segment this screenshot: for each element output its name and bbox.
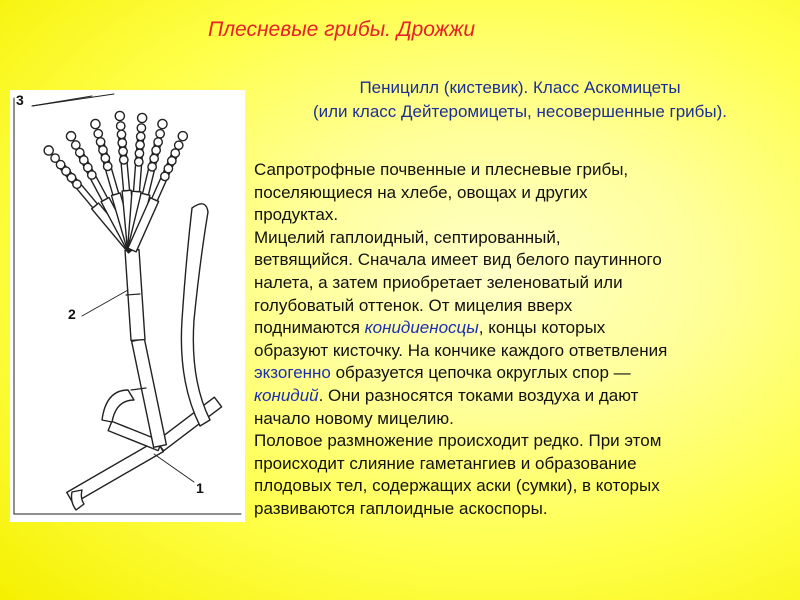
text-line: Половое размножение происходит редко. При этом xyxy=(254,431,662,451)
text-line: налета, а затем приобретает зеленоватый или xyxy=(254,272,623,292)
conidium xyxy=(156,130,164,138)
subtitle-line-1: Пеницилл (кистевик). Класс Аскомицеты xyxy=(359,78,681,97)
text-line: образуют кисточку. На кончике каждого ответвления xyxy=(254,340,668,360)
conidium xyxy=(161,172,169,180)
conidium xyxy=(117,130,125,138)
conidium xyxy=(120,156,128,164)
conidium xyxy=(158,119,167,128)
text-line xyxy=(254,317,794,340)
penicillium-illustration xyxy=(10,90,245,522)
text-line: начало новому мицелию. xyxy=(254,408,454,428)
conidium xyxy=(117,122,125,130)
term-conidia: конидий xyxy=(254,385,319,405)
aerial-hypha xyxy=(181,204,210,426)
text-segment: , концы которых xyxy=(478,318,606,338)
text-line: развиваются гаплоидные аскоспоры. xyxy=(254,498,548,518)
conidium xyxy=(119,147,127,155)
conidium xyxy=(152,146,160,154)
label-3-leader xyxy=(32,94,114,106)
conidium xyxy=(101,154,109,162)
conidium xyxy=(96,138,104,146)
conidium xyxy=(115,111,124,120)
conidium xyxy=(91,119,100,128)
conidiophore-branch xyxy=(102,390,134,422)
conidium xyxy=(137,124,145,132)
text-line xyxy=(254,385,794,408)
text-line: голубоватый оттенок. От мицелия вверх xyxy=(254,295,573,315)
conidium xyxy=(148,163,156,171)
conidium xyxy=(178,132,187,141)
conidium xyxy=(104,162,112,170)
text-line: ветвящийся. Сначала имеет вид белого паутинного xyxy=(254,250,662,270)
text-segment: образуется цепочка округлых спор — xyxy=(330,363,631,383)
description-text xyxy=(254,159,794,521)
conidium xyxy=(136,141,144,149)
text-line: поселяющиеся на хлебе, овощах и других xyxy=(254,182,588,202)
conidium xyxy=(44,146,53,155)
term-conidiophores: конидиеносцы xyxy=(364,318,479,338)
figure-label-3: 3 xyxy=(16,92,24,108)
conidium xyxy=(94,129,102,137)
mycelium-tip xyxy=(72,490,85,510)
conidium xyxy=(138,113,147,122)
text-segment: поднимаются xyxy=(254,318,365,338)
slide-subtitle xyxy=(240,76,800,124)
conidium xyxy=(150,154,158,162)
text-segment: . Они разносятся токами воздуха и дают xyxy=(318,385,639,405)
figure-label-2: 2 xyxy=(68,306,76,322)
text-line: Сапротрофные почвенные и плесневые грибы, xyxy=(254,160,629,179)
text-line: плодовых тел, содержащих аски (сумки), в которых xyxy=(254,476,660,496)
text-line: происходит слияние гаметангиев и образование xyxy=(254,453,637,473)
conidium xyxy=(137,132,145,140)
penicillium-drawing xyxy=(10,90,245,522)
text-line: Мицелий гаплоидный, септированный, xyxy=(254,227,561,247)
conidium xyxy=(154,138,162,146)
conidium xyxy=(135,158,143,166)
text-line: продуктах. xyxy=(254,205,339,225)
subtitle-line-2: (или класс Дейтеромицеты, несовершенные грибы). xyxy=(312,102,727,121)
conidium xyxy=(135,149,143,157)
conidium xyxy=(73,180,81,188)
conidium xyxy=(66,132,75,141)
figure-label-1: 1 xyxy=(196,480,204,496)
term-exogenous: экзогенно xyxy=(254,363,331,383)
label-2-leader xyxy=(82,290,128,316)
label-1-leader xyxy=(154,454,194,482)
conidium xyxy=(99,146,107,154)
conidium xyxy=(88,171,96,179)
text-line xyxy=(254,362,794,385)
conidium xyxy=(118,139,126,147)
slide-title: Плесневые грибы. Дрожжи xyxy=(208,18,476,41)
